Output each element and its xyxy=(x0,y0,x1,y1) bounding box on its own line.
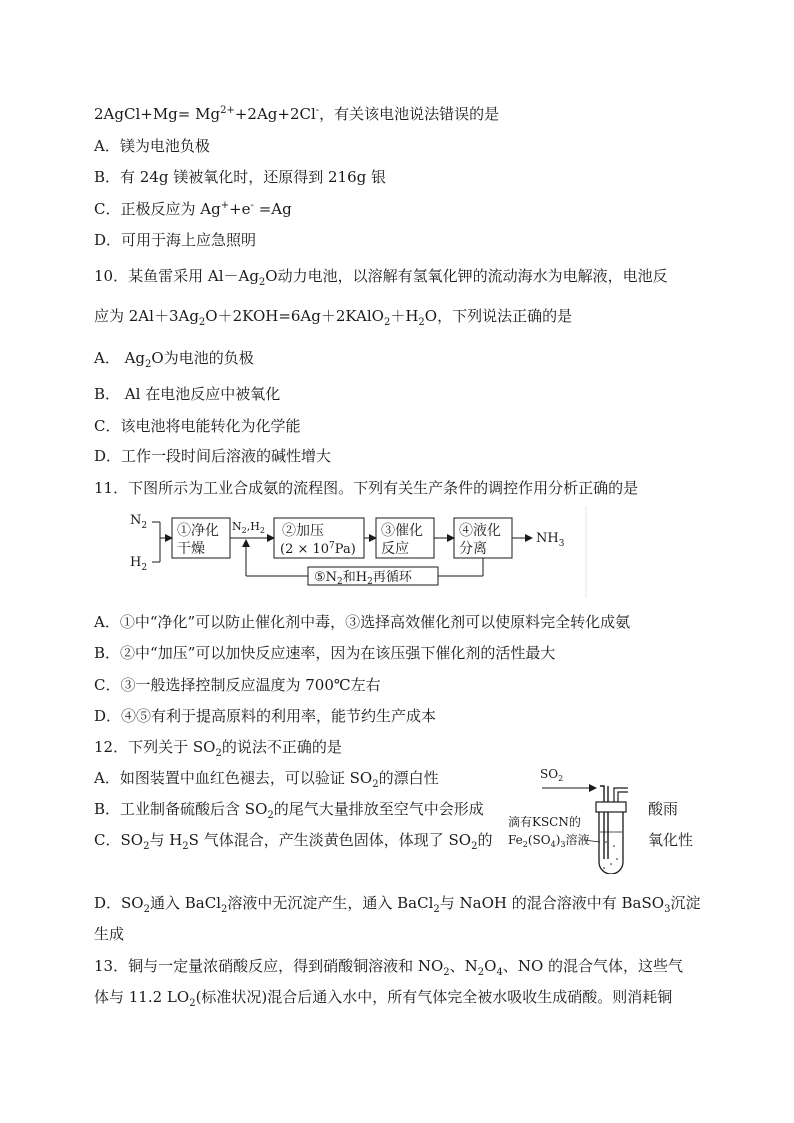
q12-option-b-text2: 的尾气大量排放至空气中会形成 xyxy=(273,800,484,818)
q12-option-d-continued: 生成 xyxy=(94,925,125,943)
q9-option-d[interactable]: D．可用于海上应急照明 xyxy=(94,231,257,249)
q12-option-d-d: 与 NaOH 的混合溶液中有 BaSO xyxy=(439,894,665,912)
q10-eq-b: O＋2KOH=6Ag＋2KAlO xyxy=(205,307,384,325)
q12-stem-sub: 2 xyxy=(215,748,222,759)
q12-option-a[interactable] xyxy=(94,768,439,788)
mid-gas-label: $N_2,H_2$ xyxy=(232,520,265,535)
tube-stopper xyxy=(596,802,626,812)
q12-option-d-sub3: 2 xyxy=(433,904,440,915)
q9-option-c[interactable] xyxy=(94,199,292,219)
q12-option-a-text: A．如图装置中血红色褪去，可以验证 SO xyxy=(94,769,373,787)
q10-eq-a: 应为 2Al＋3Ag xyxy=(94,307,199,325)
input-h2-label: $H_2$ xyxy=(130,555,148,573)
tube-bubbles xyxy=(603,841,618,869)
q12-option-b-sub: 2 xyxy=(267,810,274,821)
q12-option-c-b: 与 H xyxy=(149,831,183,849)
box-catalyze-line2: 反应 xyxy=(381,541,409,557)
q12-option-c-sub2: 2 xyxy=(182,841,189,852)
q9-option-c-sup: + xyxy=(220,200,230,211)
q12-option-c-c: S 气体混合，产生淡黄色固体，体现了 SO xyxy=(188,831,472,849)
q9-option-c-sup2: - xyxy=(250,200,254,211)
q10-option-b[interactable]: B． Al 在电池反应中被氧化 xyxy=(94,385,281,403)
q9-stem-text3: ，有关该电池说法错误的是 xyxy=(319,105,500,123)
q10-stem-line2 xyxy=(94,306,572,326)
test-tube-diagram xyxy=(508,764,648,874)
box-liquefy-line1: ④液化 xyxy=(459,523,501,539)
q10-stem-line1 xyxy=(94,266,668,286)
q12-option-b-end: 酸雨 xyxy=(648,800,679,818)
q9-option-b[interactable]: B．有 24g 镁被氧化时，还原得到 216g 银 xyxy=(94,168,387,186)
q12-option-d-sub4: 3 xyxy=(664,904,671,915)
q12-option-c-sub3: 2 xyxy=(471,841,478,852)
q10-option-a-text2: O为电池的负极 xyxy=(151,349,254,367)
q12-option-a-text2: 的漂白性 xyxy=(378,769,439,787)
q12-option-b[interactable] xyxy=(94,799,484,819)
q13-stem-line2 xyxy=(94,987,672,1007)
box-liquefy-line2: 分离 xyxy=(459,541,487,557)
box-recycle-label: $⑤N_2$和$H_2$再循环 xyxy=(314,570,412,587)
q12-option-b-text: B．工业制备硫酸后含 SO xyxy=(94,800,268,818)
q11-option-b[interactable]: B．②中“加压”可以加快反应速率，因为在该压强下催化剂的活性最大 xyxy=(94,644,556,662)
q11-option-a[interactable]: A．①中“净化”可以防止催化剂中毒，③选择高效催化剂可以使原料完全转化成氨 xyxy=(94,613,631,631)
q12-option-d[interactable] xyxy=(94,893,700,913)
q13-text-b: 、N xyxy=(449,957,478,975)
box-purify-line1: ①净化 xyxy=(177,523,219,539)
q12-option-c-a: C．SO xyxy=(94,831,144,849)
q12-option-d-b: 通入 BaCl xyxy=(149,894,221,912)
q12-option-c[interactable] xyxy=(94,830,492,850)
q9-stem xyxy=(94,104,499,124)
q12-option-c-sub1: 2 xyxy=(143,841,150,852)
q10-option-a-sub: 2 xyxy=(145,359,152,370)
q13-line2-b: (标准状况)混合后通入水中，所有气体完全被水吸收生成硝酸。则消耗铜 xyxy=(195,988,673,1006)
q10-eq-c: ＋H xyxy=(390,307,419,325)
q10-text-end: O动力电池，以溶解有氢氧化钾的流动海水为电解液，电池反 xyxy=(265,267,668,285)
q12-stem-b: 的说法不正确的是 xyxy=(221,738,342,756)
q10-eq-d: O，下列说法正确的是 xyxy=(424,307,573,325)
q13-sub3: 4 xyxy=(496,967,503,978)
q13-line2-a: 体与 11.2 LO xyxy=(94,988,190,1006)
q10-eq-sub3: 2 xyxy=(418,317,425,328)
tube-gas-label: $SO_2$ xyxy=(540,767,564,783)
box-compress-line2: $(2 \times 10^7Pa)$ xyxy=(280,541,356,557)
q12-option-d-a: D．SO xyxy=(94,894,144,912)
q12-stem xyxy=(94,737,342,757)
q11-stem: 11．下图所示为工业合成氨的流程图。下列有关生产条件的调控作用分析正确的是 xyxy=(94,479,639,497)
q13-text-a: 13．铜与一定量浓硝酸反应，得到硝酸铜溶液和 NO xyxy=(94,957,444,975)
test-tube-svg xyxy=(508,764,648,874)
q10-option-c[interactable]: C．该电池将电能转化为化学能 xyxy=(94,417,301,435)
tube-inlet xyxy=(600,786,604,859)
q12-option-c-end: 氧化性 xyxy=(648,831,694,849)
q9-option-c-end: =Ag xyxy=(253,200,292,218)
q9-stem-text: 2AgCl+Mg= Mg xyxy=(94,105,221,123)
q10-eq-sub1: 2 xyxy=(198,317,206,328)
q13-line2-sub: 2 xyxy=(189,998,196,1009)
q12-option-d-sub1: 2 xyxy=(143,904,150,915)
q13-text-c: O xyxy=(484,957,497,975)
q11-option-c[interactable]: C．③一般选择控制反应温度为 700℃左右 xyxy=(94,676,381,694)
q9-stem-text2: +2Ag+2Cl xyxy=(234,105,316,123)
q9-stem-sup: 2+ xyxy=(220,105,235,116)
input-n2-label: $N_2$ xyxy=(130,513,148,531)
q12-stem-a: 12．下列关于 SO xyxy=(94,738,216,756)
q12-option-c-d: 的 xyxy=(477,831,493,849)
q13-sub1: 2 xyxy=(443,967,450,978)
box-compress-line1: ②加压 xyxy=(282,523,324,539)
q10-option-a-text: A． Ag xyxy=(94,349,146,367)
q10-text: 10．某鱼雷采用 Al－Ag xyxy=(94,267,259,285)
tube-label-line2: $Fe_2(SO_4)_3$溶液 xyxy=(508,833,590,849)
output-nh3-label: $NH_3$ xyxy=(536,531,565,549)
q10-option-a[interactable] xyxy=(94,348,254,368)
q10-sub: 2 xyxy=(258,277,266,288)
q13-stem-line1 xyxy=(94,956,683,976)
q12-option-d-sub2: 2 xyxy=(221,904,228,915)
box-catalyze-line1: ③催化 xyxy=(381,523,423,539)
q9-option-c-mid: +e xyxy=(229,200,251,218)
q13-text-d: 、NO 的混合气体，这些气 xyxy=(502,957,684,975)
q12-option-d-c: 溶液中无沉淀产生，通入 BaCl xyxy=(227,894,434,912)
q10-option-d[interactable]: D．工作一段时间后溶液的碱性增大 xyxy=(94,447,332,465)
tube-label-line1: 滴有KSCN的 xyxy=(508,815,581,829)
q9-option-a[interactable]: A．镁为电池负极 xyxy=(94,137,210,155)
q11-option-d[interactable]: D．④⑤有利于提高原料的利用率，能节约生产成本 xyxy=(94,707,437,725)
ammonia-flow-diagram xyxy=(120,506,590,598)
q13-sub2: 2 xyxy=(477,967,485,978)
q9-option-c-text: C．正极反应为 Ag xyxy=(94,200,221,218)
q10-eq-sub2: 2 xyxy=(383,317,391,328)
q9-stem-sup2: - xyxy=(315,105,320,116)
box-purify-line2: 干燥 xyxy=(177,541,205,557)
q12-option-d-e: 沉淀 xyxy=(670,894,701,912)
q12-option-a-sub: 2 xyxy=(372,779,379,790)
flow-diagram-svg xyxy=(120,506,590,598)
